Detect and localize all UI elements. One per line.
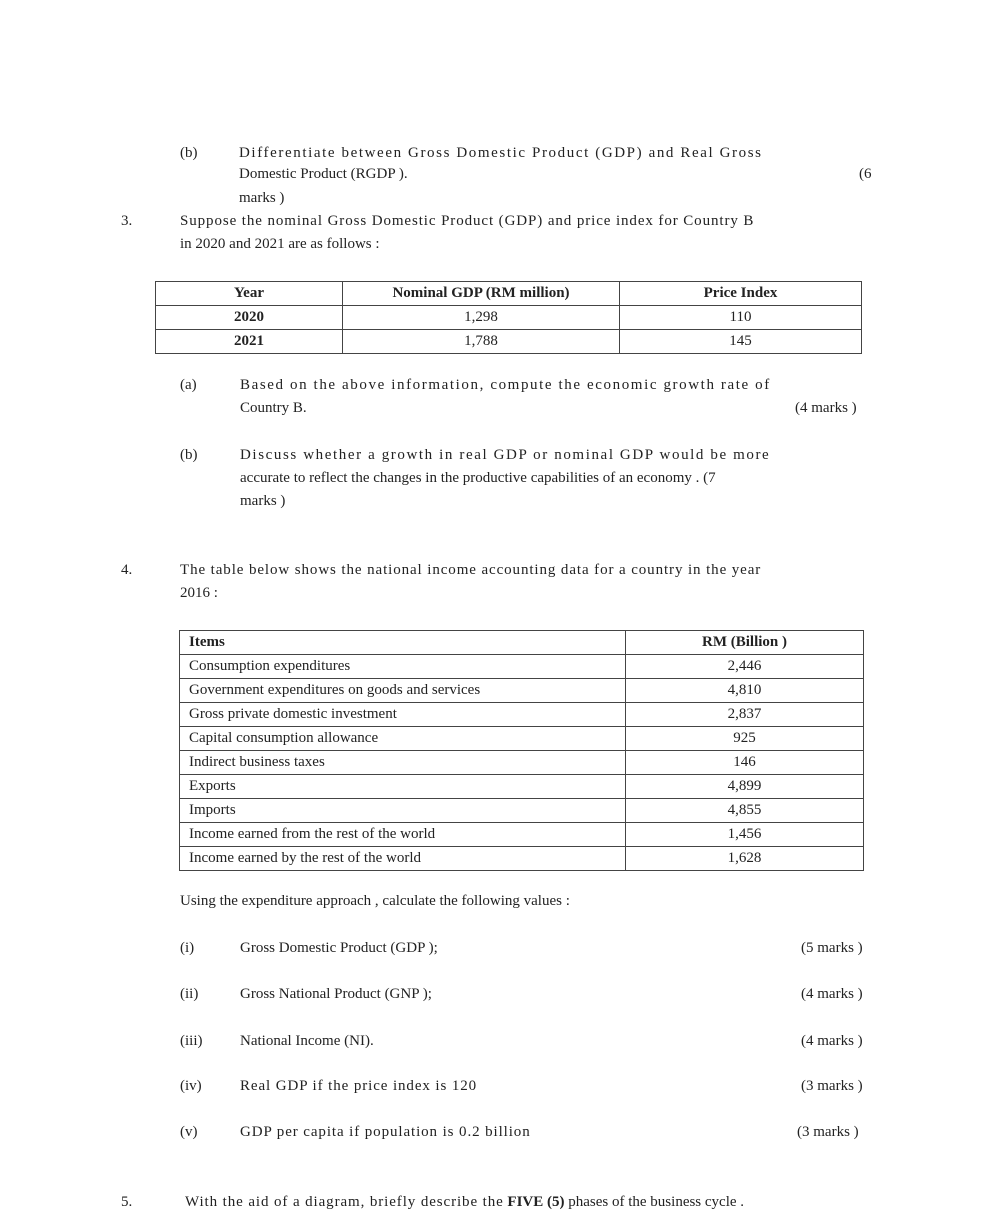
q3-table <box>155 281 862 354</box>
header-items: Items <box>180 631 626 655</box>
cell-item: Government expenditures on goods and services <box>180 679 626 703</box>
q5-bold: FIVE (5) <box>507 1194 565 1210</box>
q2b-marks-open: (6 <box>859 166 872 182</box>
header-nominal-gdp: Nominal GDP (RM million) <box>343 282 620 306</box>
q4-item-iii-text: National Income (NI). <box>240 1033 374 1049</box>
q2b-marks-close: marks ) <box>239 190 285 206</box>
q3b-line2: accurate to reflect the changes in the productive capabilities of an economy . (7 <box>240 470 716 486</box>
cell-nominal-gdp: 1,788 <box>343 330 620 354</box>
table-header-row <box>180 631 864 655</box>
header-year: Year <box>156 282 343 306</box>
q5-text-before: With the aid of a diagram, briefly describe the <box>185 1194 504 1210</box>
q4-item-ii-text: Gross National Product (GNP ); <box>240 986 432 1002</box>
cell-year: 2020 <box>156 306 343 330</box>
q4-item-i-text: Gross Domestic Product (GDP ); <box>240 940 438 956</box>
cell-value: 4,899 <box>626 775 864 799</box>
cell-item: Imports <box>180 799 626 823</box>
q4-item-iii-marks: (4 marks ) <box>801 1033 863 1049</box>
q5-line <box>185 1194 744 1211</box>
table-row <box>180 823 864 847</box>
q4-item-i-label: (i) <box>180 940 195 956</box>
cell-item: Income earned by the rest of the world <box>180 847 626 871</box>
cell-nominal-gdp: 1,298 <box>343 306 620 330</box>
q3a-marks: (4 marks ) <box>795 400 857 416</box>
cell-value: 4,810 <box>626 679 864 703</box>
q3-number: 3. <box>121 213 133 229</box>
q3b-line1: Discuss whether a growth in real GDP or nominal GDP would be more <box>240 447 771 463</box>
q3-line2: in 2020 and 2021 are as follows : <box>180 236 380 252</box>
q2b-line2: Domestic Product (RGDP ). <box>239 166 408 182</box>
q4-item-iii-label: (iii) <box>180 1033 203 1049</box>
cell-value: 2,837 <box>626 703 864 727</box>
q2b-label: (b) <box>180 145 198 161</box>
cell-item: Gross private domestic investment <box>180 703 626 727</box>
table-row <box>180 655 864 679</box>
table-row <box>156 330 862 354</box>
cell-price-index: 110 <box>620 306 862 330</box>
q4-line2: 2016 : <box>180 585 218 601</box>
q3a-label: (a) <box>180 377 197 393</box>
q3b-label: (b) <box>180 447 198 463</box>
cell-value: 925 <box>626 727 864 751</box>
q4-item-v-text: GDP per capita if population is 0.2 billion <box>240 1124 531 1140</box>
q4-line1: The table below shows the national income accounting data for a country in the year <box>180 562 762 578</box>
cell-value: 4,855 <box>626 799 864 823</box>
cell-price-index: 145 <box>620 330 862 354</box>
q4-item-v-marks: (3 marks ) <box>797 1124 859 1140</box>
table-row <box>180 847 864 871</box>
q4-item-iv-marks: (3 marks ) <box>801 1078 863 1094</box>
q4-item-ii-label: (ii) <box>180 986 199 1002</box>
cell-value: 1,628 <box>626 847 864 871</box>
table-row <box>180 799 864 823</box>
cell-item: Exports <box>180 775 626 799</box>
q5-text-after: phases of the business cycle . <box>568 1194 745 1210</box>
q3a-line2: Country B. <box>240 400 307 416</box>
header-price-index: Price Index <box>620 282 862 306</box>
cell-year: 2021 <box>156 330 343 354</box>
cell-item: Capital consumption allowance <box>180 727 626 751</box>
table-header-row <box>156 282 862 306</box>
cell-value: 146 <box>626 751 864 775</box>
q4-item-iv-label: (iv) <box>180 1078 202 1094</box>
header-rm-billion: RM (Billion ) <box>626 631 864 655</box>
q3b-line3: marks ) <box>240 493 286 509</box>
table-row <box>180 703 864 727</box>
table-row <box>180 751 864 775</box>
table-row <box>180 679 864 703</box>
table-row <box>180 727 864 751</box>
q2b-line1: Differentiate between Gross Domestic Product (GDP) and Real Gross <box>239 145 763 161</box>
q4-item-v-label: (v) <box>180 1124 198 1140</box>
q5-number: 5. <box>121 1194 133 1210</box>
cell-value: 2,446 <box>626 655 864 679</box>
table-row <box>156 306 862 330</box>
q4-table <box>179 630 864 871</box>
q4-instruction: Using the expenditure approach , calculate the following values : <box>180 893 570 909</box>
cell-item: Income earned from the rest of the world <box>180 823 626 847</box>
cell-value: 1,456 <box>626 823 864 847</box>
q4-number: 4. <box>121 562 133 578</box>
q3-line1: Suppose the nominal Gross Domestic Product (GDP) and price index for Country B <box>180 213 755 229</box>
q4-item-iv-text: Real GDP if the price index is 120 <box>240 1078 478 1094</box>
table-row <box>180 775 864 799</box>
q4-item-ii-marks: (4 marks ) <box>801 986 863 1002</box>
cell-item: Indirect business taxes <box>180 751 626 775</box>
q3a-line1: Based on the above information, compute the economic growth rate of <box>240 377 771 393</box>
q4-item-i-marks: (5 marks ) <box>801 940 863 956</box>
cell-item: Consumption expenditures <box>180 655 626 679</box>
